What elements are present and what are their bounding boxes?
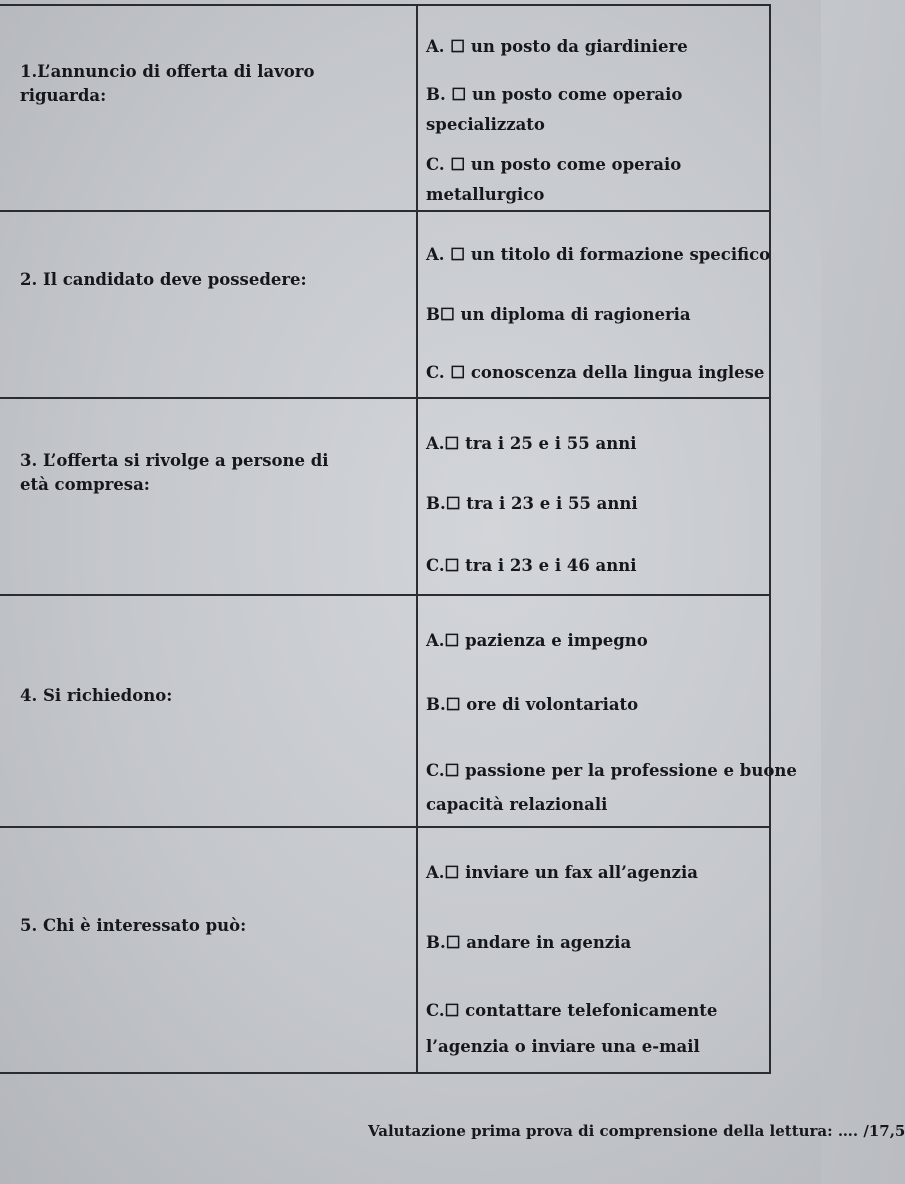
option-a: A.☐ inviare un fax all’agenzia [426, 863, 698, 882]
option-c: C. ☐ conoscenza della lingua inglese [426, 363, 765, 382]
option-c-continuation: capacità relazionali [426, 795, 608, 814]
question-row-1 [0, 6, 769, 212]
option-b: B. ☐ un posto come operaio [426, 85, 683, 104]
option-c: C.☐ passione per la professione e buone [426, 761, 797, 780]
question-text: 3. L’offerta si rivolge a persone di età compresa: [20, 451, 329, 494]
question-row-3 [0, 399, 769, 596]
question-row-2 [0, 212, 769, 399]
question-row-5 [0, 828, 769, 1072]
quiz-table [0, 4, 797, 1074]
option-a: A.☐ pazienza e impegno [426, 631, 648, 650]
option-a: A. ☐ un posto da giardiniere [426, 37, 688, 56]
option-b: B.☐ andare in agenzia [426, 933, 632, 952]
option-b: B.☐ ore di volontariato [426, 695, 639, 714]
question-text: 4. Si richiedono: [20, 686, 173, 705]
option-b: B☐ un diploma di ragioneria [426, 305, 691, 324]
option-c: C.☐ contattare telefonicamente [426, 1001, 718, 1020]
question-text: 5. Chi è interessato può: [20, 916, 247, 935]
option-b: B.☐ tra i 23 e i 55 anni [426, 494, 638, 513]
question-text: 1.L’annuncio di offerta di lavoro riguarda: [20, 62, 315, 105]
option-c: C.☐ tra i 23 e i 46 anni [426, 556, 637, 575]
option-a: A. ☐ un titolo di formazione specifico [426, 245, 771, 264]
question-row-4 [0, 596, 797, 828]
option-c: C. ☐ un posto come operaio [426, 155, 682, 174]
option-c-continuation: l’agenzia o inviare una e-mail [426, 1037, 700, 1056]
option-c-continuation: metallurgico [426, 185, 545, 204]
score-footer: Valutazione prima prova di comprensione della lettura: …. /17,5 [368, 1122, 905, 1140]
option-a: A.☐ tra i 25 e i 55 anni [426, 434, 637, 453]
option-b-continuation: specializzato [426, 115, 545, 134]
question-text: 2. Il candidato deve possedere: [20, 270, 307, 289]
